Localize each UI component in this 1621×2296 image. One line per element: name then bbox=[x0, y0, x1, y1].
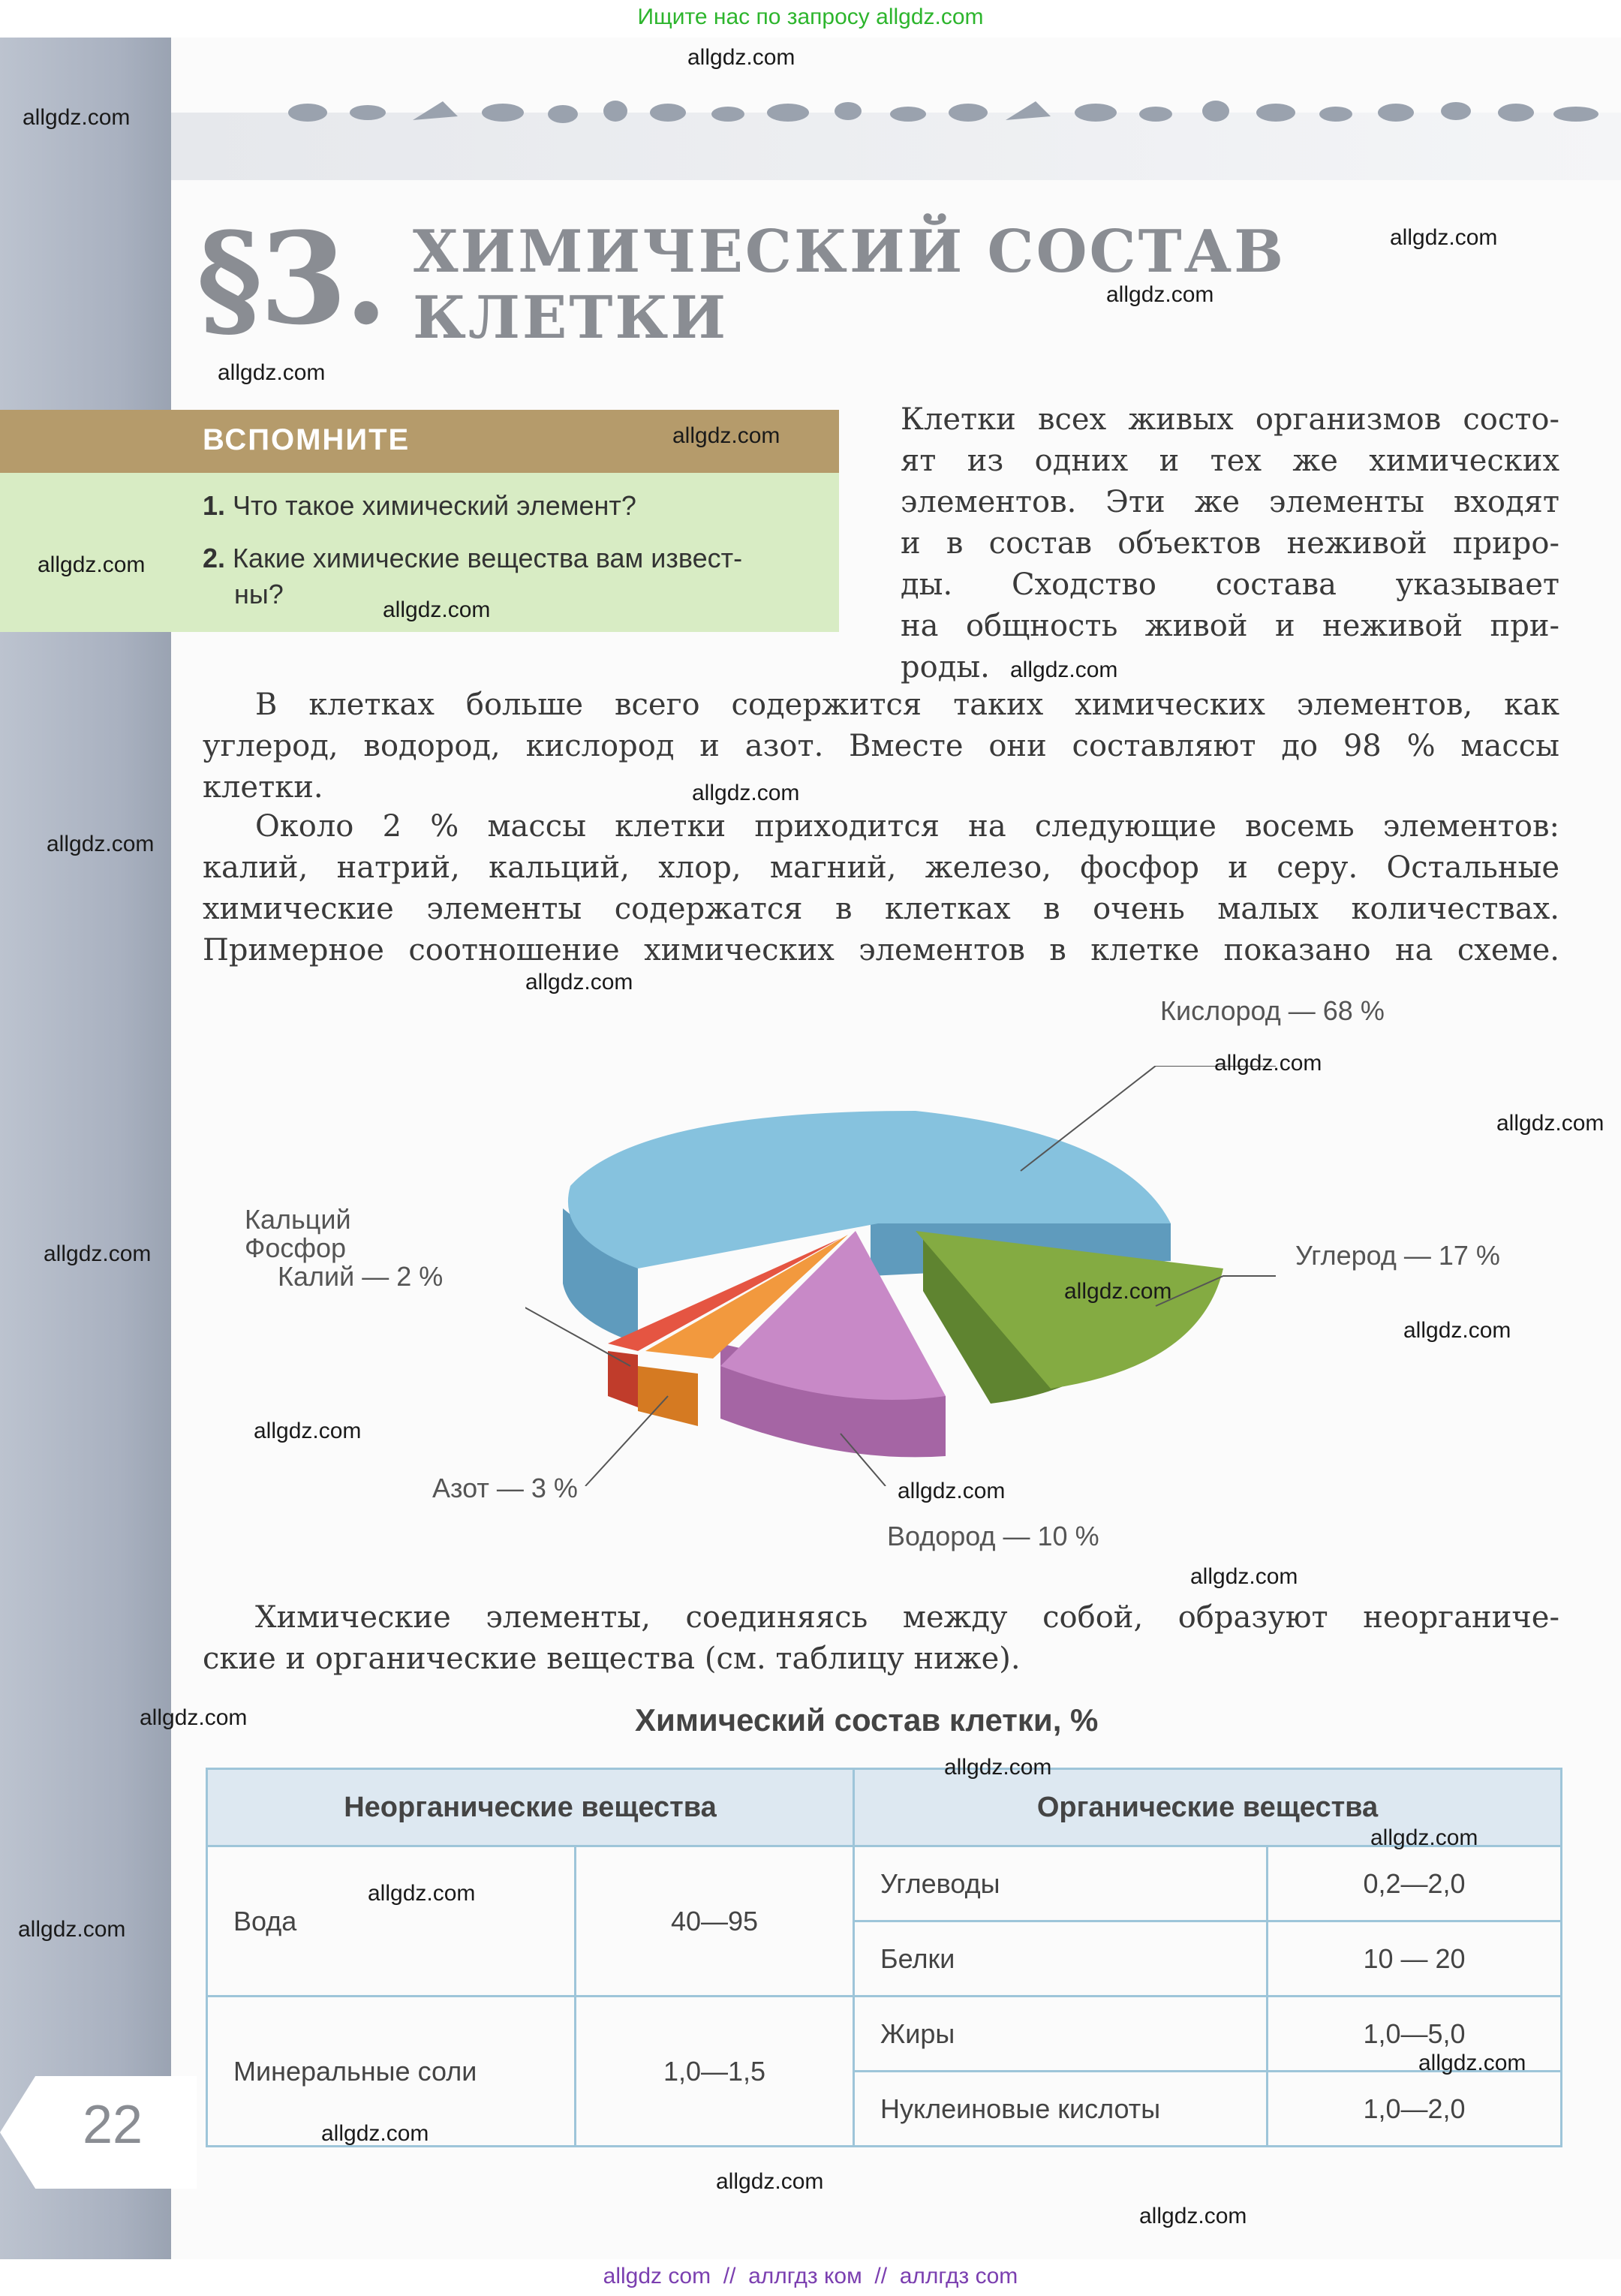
chart-label-nitrogen: Азот — 3 % bbox=[432, 1473, 578, 1503]
watermark: allgdz.com bbox=[1214, 1051, 1322, 1076]
intro-line: ды. Сходство состава указывает bbox=[901, 567, 1559, 602]
watermark: allgdz.com bbox=[321, 2121, 429, 2146]
watermark: allgdz.com bbox=[1064, 1279, 1172, 1304]
watermark: allgdz.com bbox=[898, 1479, 1006, 1503]
table-cell-inorganic-value: 40—95 bbox=[576, 1846, 854, 1997]
intro-line: ят из одних и тех же химических bbox=[901, 444, 1559, 478]
recall-question-1 bbox=[203, 488, 636, 524]
watermark: allgdz.com bbox=[1390, 225, 1498, 250]
watermark: allgdz.com bbox=[1010, 658, 1118, 682]
table-cell-inorganic-name: Минеральные соли bbox=[207, 1997, 576, 2147]
watermark: allgdz.com bbox=[525, 970, 633, 995]
table-title: Химический состав клетки, % bbox=[635, 1702, 1099, 1738]
title-line-2: КЛЕТКИ bbox=[413, 284, 729, 352]
table-row bbox=[207, 1997, 1562, 2072]
watermark: allgdz.com bbox=[1496, 1111, 1604, 1136]
chart-label-other-line-2: Фосфор bbox=[245, 1232, 347, 1263]
intro-line: на общность живой и неживой при- bbox=[901, 609, 1559, 643]
watermark: allgdz.com bbox=[687, 45, 795, 70]
table-cell-inorganic-name: Вода bbox=[207, 1846, 576, 1997]
chart-label-other-line-3: Калий — 2 % bbox=[278, 1261, 444, 1292]
paragraph-line: Примерное соотношение химических элементов в клетке показано на схеме. bbox=[203, 933, 1559, 967]
table-cell-organic-name: Белки bbox=[854, 1921, 1268, 1997]
recall-q1-number: 1. bbox=[203, 490, 226, 521]
paragraph-line: Около 2 % массы клетки приходится на следующие восемь элементов: bbox=[255, 809, 1559, 844]
animal-silhouettes-decoration bbox=[285, 90, 1613, 135]
table-cell-inorganic-value: 1,0—1,5 bbox=[576, 1997, 854, 2147]
intro-line: Клетки всех живых организмов состо- bbox=[901, 402, 1559, 437]
watermark: allgdz.com bbox=[1403, 1318, 1511, 1343]
table-cell-organic-value: 10 — 20 bbox=[1268, 1921, 1562, 1997]
watermark: allgdz.com bbox=[716, 2169, 824, 2194]
bottom-banner-watermark: allgdz com // аллгдз ком // аллгдз com bbox=[603, 2264, 1018, 2288]
top-banner-watermark: Ищите нас по запросу allgdz.com bbox=[637, 5, 984, 29]
page-number: 22 bbox=[83, 2095, 143, 2155]
element-pie-chart bbox=[525, 1066, 1276, 1486]
intro-line: роды. bbox=[901, 650, 990, 685]
table-header-row bbox=[207, 1769, 1562, 1846]
watermark: allgdz.com bbox=[1139, 2204, 1247, 2228]
intro-line: элементов. Эти же элементы входят bbox=[901, 485, 1559, 519]
table-cell-organic-name: Нуклеиновые кислоты bbox=[854, 2072, 1268, 2147]
watermark: allgdz.com bbox=[368, 1881, 476, 1906]
chart-label-other-line-1: Кальций bbox=[245, 1204, 351, 1235]
title-line-1: ХИМИЧЕСКИЙ СОСТАВ bbox=[413, 218, 1286, 286]
watermark: allgdz.com bbox=[944, 1755, 1052, 1780]
watermark: allgdz.com bbox=[1190, 1564, 1298, 1589]
paragraph-line: химические элементы содержатся в клетках в очень малых количествах. bbox=[203, 892, 1559, 926]
paragraph-line: калий, натрий, кальций, хлор, магний, железо, фосфор и серу. Остальные bbox=[203, 850, 1559, 885]
watermark: allgdz.com bbox=[254, 1419, 362, 1443]
chart-label-hydrogen: Водород — 10 % bbox=[887, 1521, 1099, 1551]
watermark: allgdz.com bbox=[1106, 282, 1214, 307]
watermark: allgdz.com bbox=[383, 597, 491, 622]
recall-q2-text-line-2: ны? bbox=[234, 579, 284, 609]
recall-q2-number: 2. bbox=[203, 543, 226, 573]
table-cell-organic-value: 1,0—5,0 bbox=[1268, 1997, 1562, 2072]
intro-paragraph bbox=[901, 399, 1559, 688]
chart-label-oxygen: Кислород — 68 % bbox=[1160, 995, 1385, 1026]
paragraph-1 bbox=[203, 685, 1559, 808]
recall-label: ВСПОМНИТЕ bbox=[203, 423, 411, 456]
paragraph-2 bbox=[203, 806, 1559, 971]
chemical-composition-table bbox=[206, 1768, 1562, 2147]
leader-line-nitrogen bbox=[585, 1396, 668, 1486]
chart-label-other bbox=[245, 1205, 443, 1291]
paragraph-3 bbox=[203, 1597, 1559, 1680]
table-cell-organic-name: Жиры bbox=[854, 1997, 1268, 2072]
table-header-organic: Органические вещества bbox=[854, 1769, 1562, 1846]
table-cell-organic-value: 1,0—2,0 bbox=[1268, 2072, 1562, 2147]
paragraph-line: В клетках больше всего содержится таких химических элементов, как bbox=[255, 688, 1559, 722]
paragraph-line: Химические элементы, соединяясь между собой, образуют неорганиче- bbox=[255, 1600, 1559, 1635]
watermark: allgdz.com bbox=[672, 423, 780, 448]
paragraph-number: §3. bbox=[197, 204, 386, 353]
watermark: allgdz.com bbox=[1418, 2051, 1526, 2075]
watermark: allgdz.com bbox=[47, 832, 155, 856]
watermark: allgdz.com bbox=[218, 360, 326, 385]
recall-q2-text-line-1: Какие химические вещества вам извест- bbox=[233, 543, 743, 573]
pie-slice-other-side bbox=[608, 1351, 638, 1407]
recall-question-2 bbox=[203, 540, 742, 576]
watermark: allgdz.com bbox=[44, 1241, 152, 1266]
table-header-inorganic: Неорганические вещества bbox=[207, 1769, 854, 1846]
watermark: allgdz.com bbox=[23, 105, 131, 130]
watermark: allgdz.com bbox=[18, 1917, 126, 1942]
watermark: allgdz.com bbox=[1370, 1825, 1478, 1850]
watermark: allgdz.com bbox=[140, 1705, 248, 1730]
table-cell-organic-value: 0,2—2,0 bbox=[1268, 1846, 1562, 1921]
table-cell-organic-name: Углеводы bbox=[854, 1846, 1268, 1921]
paragraph-line: ские и органические вещества (см. таблицу ниже). bbox=[203, 1642, 1021, 1676]
paragraph-line: клетки. bbox=[203, 770, 323, 805]
paragraph-line: углерод, водород, кислород и азот. Вместе они составляют до 98 % массы bbox=[203, 729, 1559, 763]
intro-line: и в состав объектов неживой приро- bbox=[901, 526, 1559, 561]
chart-label-carbon: Углерод — 17 % bbox=[1295, 1240, 1500, 1271]
watermark: allgdz.com bbox=[692, 781, 800, 805]
watermark: allgdz.com bbox=[38, 552, 146, 577]
recall-q1-text: Что такое химический элемент? bbox=[233, 490, 636, 521]
